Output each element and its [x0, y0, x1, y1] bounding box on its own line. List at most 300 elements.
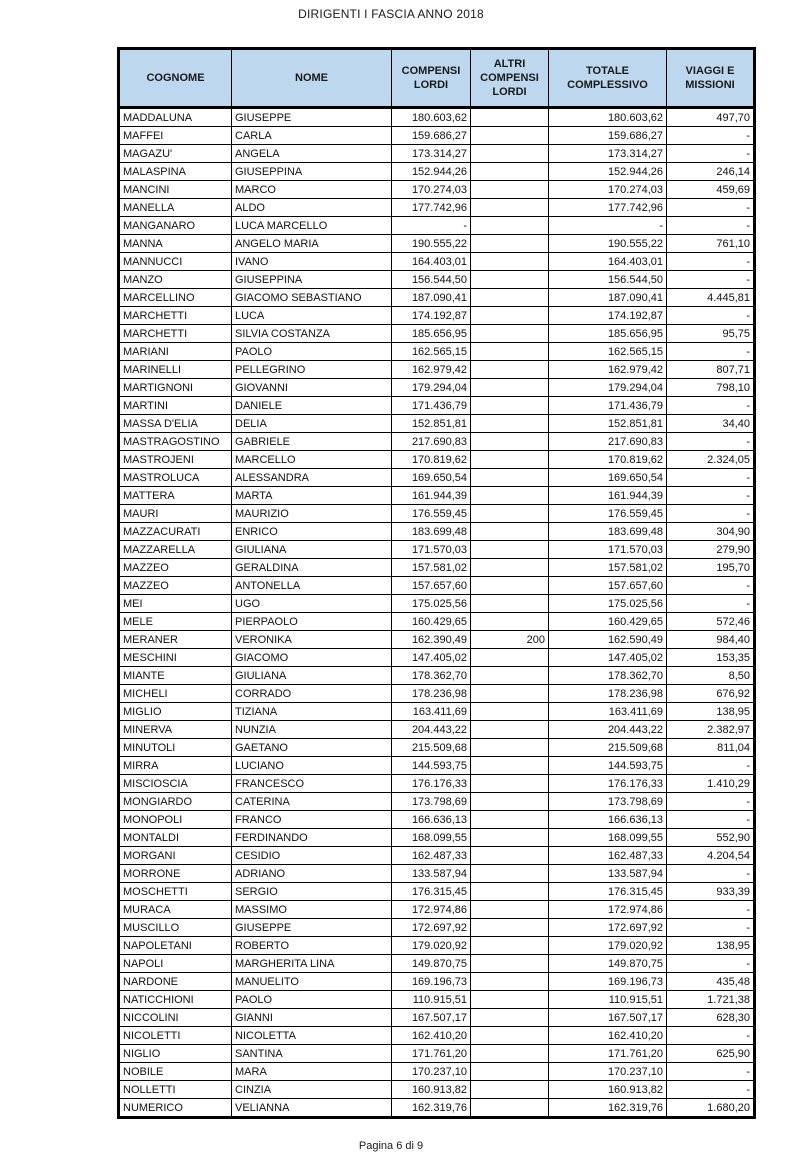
cell-altri-compensi-lordi	[471, 433, 549, 451]
cell-viaggi-e-missioni: 628,30	[667, 1009, 755, 1027]
cell-totale-complessivo: 171.436,79	[549, 397, 667, 415]
cell-altri-compensi-lordi	[471, 108, 549, 127]
cell-compensi-lordi: 171.761,20	[392, 1045, 471, 1063]
cell-viaggi-e-missioni: -	[667, 793, 755, 811]
cell-totale-complessivo: 190.555,22	[549, 235, 667, 253]
cell-viaggi-e-missioni: 2.324,05	[667, 451, 755, 469]
cell-nome: MASSIMO	[232, 901, 392, 919]
cell-compensi-lordi: 172.697,92	[392, 919, 471, 937]
cell-compensi-lordi: 162.390,49	[392, 631, 471, 649]
cell-compensi-lordi: 176.176,33	[392, 775, 471, 793]
cell-cognome: MASTRAGOSTINO	[119, 433, 232, 451]
cell-totale-complessivo: 173.798,69	[549, 793, 667, 811]
cell-totale-complessivo: 147.405,02	[549, 649, 667, 667]
cell-altri-compensi-lordi	[471, 343, 549, 361]
cell-nome: MARTA	[232, 487, 392, 505]
table-row	[119, 667, 755, 685]
cell-totale-complessivo: 179.294,04	[549, 379, 667, 397]
page-title: DIRIGENTI I FASCIA ANNO 2018	[298, 7, 484, 21]
cell-cognome: MANCINI	[119, 181, 232, 199]
cell-cognome: MASSA D'ELIA	[119, 415, 232, 433]
cell-cognome: NARDONE	[119, 973, 232, 991]
table-row	[119, 451, 755, 469]
cell-altri-compensi-lordi	[471, 901, 549, 919]
cell-cognome: NICCOLINI	[119, 1009, 232, 1027]
cell-compensi-lordi: 187.090,41	[392, 289, 471, 307]
cell-altri-compensi-lordi	[471, 379, 549, 397]
cell-cognome: MINERVA	[119, 721, 232, 739]
cell-altri-compensi-lordi	[471, 217, 549, 235]
cell-nome: ENRICO	[232, 523, 392, 541]
table-body	[119, 108, 755, 1118]
cell-cognome: MANGANARO	[119, 217, 232, 235]
cell-viaggi-e-missioni: 811,04	[667, 739, 755, 757]
table-row	[119, 1045, 755, 1063]
cell-viaggi-e-missioni: -	[667, 433, 755, 451]
cell-nome: CARLA	[232, 127, 392, 145]
table-row	[119, 649, 755, 667]
cell-cognome: MONGIARDO	[119, 793, 232, 811]
cell-viaggi-e-missioni: 4.204,54	[667, 847, 755, 865]
cell-viaggi-e-missioni: 2.382,97	[667, 721, 755, 739]
table-row	[119, 937, 755, 955]
cell-viaggi-e-missioni: -	[667, 811, 755, 829]
cell-compensi-lordi: 162.410,20	[392, 1027, 471, 1045]
table-row	[119, 163, 755, 181]
cell-totale-complessivo: 183.699,48	[549, 523, 667, 541]
cell-totale-complessivo: 178.236,98	[549, 685, 667, 703]
cell-compensi-lordi: 174.192,87	[392, 307, 471, 325]
cell-viaggi-e-missioni: 572,46	[667, 613, 755, 631]
cell-altri-compensi-lordi	[471, 847, 549, 865]
cell-nome: SERGIO	[232, 883, 392, 901]
cell-cognome: MALASPINA	[119, 163, 232, 181]
cell-compensi-lordi: 152.851,81	[392, 415, 471, 433]
cell-cognome: MONOPOLI	[119, 811, 232, 829]
cell-nome: DANIELE	[232, 397, 392, 415]
cell-nome: NICOLETTA	[232, 1027, 392, 1045]
table-row	[119, 793, 755, 811]
cell-compensi-lordi: 149.870,75	[392, 955, 471, 973]
cell-cognome: MAGAZU'	[119, 145, 232, 163]
cell-nome: SILVIA COSTANZA	[232, 325, 392, 343]
cell-altri-compensi-lordi	[471, 253, 549, 271]
cell-cognome: MERANER	[119, 631, 232, 649]
cell-compensi-lordi: 171.570,03	[392, 541, 471, 559]
cell-cognome: MIGLIO	[119, 703, 232, 721]
cell-totale-complessivo: 172.697,92	[549, 919, 667, 937]
table-row	[119, 289, 755, 307]
table-row	[119, 469, 755, 487]
table-row	[119, 685, 755, 703]
cell-nome: ALDO	[232, 199, 392, 217]
cell-altri-compensi-lordi	[471, 613, 549, 631]
cell-nome: FRANCO	[232, 811, 392, 829]
cell-compensi-lordi: 204.443,22	[392, 721, 471, 739]
cell-cognome: MAZZARELLA	[119, 541, 232, 559]
cell-totale-complessivo: 170.237,10	[549, 1063, 667, 1081]
cell-nome: LUCA	[232, 307, 392, 325]
cell-viaggi-e-missioni: -	[667, 271, 755, 289]
cell-totale-complessivo: 170.819,62	[549, 451, 667, 469]
cell-altri-compensi-lordi	[471, 595, 549, 613]
cell-cognome: NOLLETTI	[119, 1081, 232, 1099]
cell-viaggi-e-missioni: 304,90	[667, 523, 755, 541]
cell-compensi-lordi: 175.025,56	[392, 595, 471, 613]
cell-viaggi-e-missioni: 497,70	[667, 108, 755, 127]
cell-totale-complessivo: 160.429,65	[549, 613, 667, 631]
cell-viaggi-e-missioni: -	[667, 757, 755, 775]
cell-altri-compensi-lordi	[471, 307, 549, 325]
cell-altri-compensi-lordi	[471, 451, 549, 469]
cell-totale-complessivo: 177.742,96	[549, 199, 667, 217]
cell-nome: UGO	[232, 595, 392, 613]
table-row	[119, 559, 755, 577]
table-row	[119, 343, 755, 361]
cell-nome: MARGHERITA LINA	[232, 955, 392, 973]
cell-compensi-lordi: 173.314,27	[392, 145, 471, 163]
cell-cognome: MINUTOLI	[119, 739, 232, 757]
cell-totale-complessivo: 167.507,17	[549, 1009, 667, 1027]
cell-viaggi-e-missioni: 279,90	[667, 541, 755, 559]
cell-compensi-lordi: 177.742,96	[392, 199, 471, 217]
table-row	[119, 991, 755, 1009]
cell-altri-compensi-lordi	[471, 127, 549, 145]
table-row	[119, 613, 755, 631]
cell-totale-complessivo: 160.913,82	[549, 1081, 667, 1099]
cell-totale-complessivo: 152.851,81	[549, 415, 667, 433]
cell-totale-complessivo: 156.544,50	[549, 271, 667, 289]
cell-totale-complessivo: 133.587,94	[549, 865, 667, 883]
table-row	[119, 757, 755, 775]
cell-viaggi-e-missioni: -	[667, 487, 755, 505]
cell-cognome: MARINELLI	[119, 361, 232, 379]
cell-totale-complessivo: 149.870,75	[549, 955, 667, 973]
cell-compensi-lordi: 215.509,68	[392, 739, 471, 757]
cell-viaggi-e-missioni: 933,39	[667, 883, 755, 901]
cell-compensi-lordi: 144.593,75	[392, 757, 471, 775]
cell-altri-compensi-lordi	[471, 505, 549, 523]
cell-nome: CINZIA	[232, 1081, 392, 1099]
table-row	[119, 397, 755, 415]
cell-totale-complessivo: 178.362,70	[549, 667, 667, 685]
cell-compensi-lordi: 110.915,51	[392, 991, 471, 1009]
cell-totale-complessivo: 175.025,56	[549, 595, 667, 613]
cell-totale-complessivo: 144.593,75	[549, 757, 667, 775]
cell-cognome: MATTERA	[119, 487, 232, 505]
cell-viaggi-e-missioni: -	[667, 865, 755, 883]
cell-cognome: MIANTE	[119, 667, 232, 685]
cell-nome: MANUELITO	[232, 973, 392, 991]
column-header-nome: NOME	[232, 49, 392, 108]
cell-totale-complessivo: 166.636,13	[549, 811, 667, 829]
cell-altri-compensi-lordi	[471, 667, 549, 685]
cell-nome: ADRIANO	[232, 865, 392, 883]
cell-totale-complessivo: 157.581,02	[549, 559, 667, 577]
cell-nome: GIUSEPPE	[232, 919, 392, 937]
cell-nome: MARA	[232, 1063, 392, 1081]
cell-compensi-lordi: 170.274,03	[392, 181, 471, 199]
table-row	[119, 631, 755, 649]
table-row	[119, 901, 755, 919]
cell-compensi-lordi: 168.099,55	[392, 829, 471, 847]
cell-cognome: NOBILE	[119, 1063, 232, 1081]
cell-altri-compensi-lordi	[471, 361, 549, 379]
table-row	[119, 145, 755, 163]
cell-altri-compensi-lordi	[471, 541, 549, 559]
cell-compensi-lordi: 180.603,62	[392, 108, 471, 127]
cell-viaggi-e-missioni: 435,48	[667, 973, 755, 991]
cell-viaggi-e-missioni: -	[667, 343, 755, 361]
cell-viaggi-e-missioni: -	[667, 919, 755, 937]
cell-compensi-lordi: 156.544,50	[392, 271, 471, 289]
cell-compensi-lordi: 172.974,86	[392, 901, 471, 919]
cell-totale-complessivo: 162.410,20	[549, 1027, 667, 1045]
cell-compensi-lordi: 179.020,92	[392, 937, 471, 955]
cell-viaggi-e-missioni: 34,40	[667, 415, 755, 433]
cell-nome: GIACOMO	[232, 649, 392, 667]
table-row	[119, 523, 755, 541]
cell-compensi-lordi: 157.657,60	[392, 577, 471, 595]
cell-compensi-lordi: 170.819,62	[392, 451, 471, 469]
table-row	[119, 595, 755, 613]
cell-nome: ANGELA	[232, 145, 392, 163]
cell-cognome: MASTROJENI	[119, 451, 232, 469]
cell-altri-compensi-lordi	[471, 703, 549, 721]
table-row	[119, 865, 755, 883]
table-row	[119, 127, 755, 145]
cell-cognome: MAZZEO	[119, 559, 232, 577]
table-row	[119, 847, 755, 865]
cell-nome: FRANCESCO	[232, 775, 392, 793]
cell-cognome: MOSCHETTI	[119, 883, 232, 901]
cell-cognome: MARCELLINO	[119, 289, 232, 307]
cell-totale-complessivo: 161.944,39	[549, 487, 667, 505]
cell-altri-compensi-lordi	[471, 325, 549, 343]
cell-cognome: MONTALDI	[119, 829, 232, 847]
cell-altri-compensi-lordi	[471, 811, 549, 829]
cell-cognome: MANZO	[119, 271, 232, 289]
cell-compensi-lordi: 162.319,76	[392, 1099, 471, 1118]
cell-cognome: MORRONE	[119, 865, 232, 883]
table-row	[119, 1063, 755, 1081]
table-row	[119, 505, 755, 523]
table-row	[119, 253, 755, 271]
cell-totale-complessivo: 162.487,33	[549, 847, 667, 865]
table-header	[119, 49, 755, 108]
cell-viaggi-e-missioni: -	[667, 955, 755, 973]
cell-altri-compensi-lordi: 200	[471, 631, 549, 649]
cell-cognome: MORGANI	[119, 847, 232, 865]
cell-viaggi-e-missioni: -	[667, 901, 755, 919]
cell-cognome: NAPOLETANI	[119, 937, 232, 955]
cell-totale-complessivo: 169.650,54	[549, 469, 667, 487]
cell-cognome: NATICCHIONI	[119, 991, 232, 1009]
cell-altri-compensi-lordi	[471, 937, 549, 955]
cell-compensi-lordi: 160.913,82	[392, 1081, 471, 1099]
cell-nome: PAOLO	[232, 991, 392, 1009]
cell-altri-compensi-lordi	[471, 991, 549, 1009]
table-row	[119, 487, 755, 505]
cell-totale-complessivo: 217.690,83	[549, 433, 667, 451]
cell-nome: PAOLO	[232, 343, 392, 361]
table-row	[119, 973, 755, 991]
cell-altri-compensi-lordi	[471, 1099, 549, 1118]
cell-altri-compensi-lordi	[471, 721, 549, 739]
cell-totale-complessivo: -	[549, 217, 667, 235]
cell-altri-compensi-lordi	[471, 739, 549, 757]
cell-viaggi-e-missioni: -	[667, 595, 755, 613]
cell-nome: CORRADO	[232, 685, 392, 703]
cell-viaggi-e-missioni: -	[667, 253, 755, 271]
cell-cognome: MURACA	[119, 901, 232, 919]
cell-nome: DELIA	[232, 415, 392, 433]
cell-totale-complessivo: 159.686,27	[549, 127, 667, 145]
cell-altri-compensi-lordi	[471, 397, 549, 415]
cell-nome: CATERINA	[232, 793, 392, 811]
cell-totale-complessivo: 176.315,45	[549, 883, 667, 901]
cell-viaggi-e-missioni: 95,75	[667, 325, 755, 343]
cell-nome: GERALDINA	[232, 559, 392, 577]
table-row	[119, 1099, 755, 1118]
table-row	[119, 108, 755, 127]
cell-nome: IVANO	[232, 253, 392, 271]
cell-viaggi-e-missioni: 4.445,81	[667, 289, 755, 307]
table-row	[119, 955, 755, 973]
cell-nome: GIUSEPPE	[232, 108, 392, 127]
cell-compensi-lordi: 162.565,15	[392, 343, 471, 361]
cell-totale-complessivo: 162.319,76	[549, 1099, 667, 1118]
cell-altri-compensi-lordi	[471, 919, 549, 937]
column-header-compensi-lordi: COMPENSI LORDI	[392, 49, 471, 108]
table-row	[119, 379, 755, 397]
table-header-row	[119, 49, 755, 108]
cell-nome: TIZIANA	[232, 703, 392, 721]
table-row	[119, 1081, 755, 1099]
cell-viaggi-e-missioni: 798,10	[667, 379, 755, 397]
cell-totale-complessivo: 171.570,03	[549, 541, 667, 559]
cell-nome: FERDINANDO	[232, 829, 392, 847]
cell-viaggi-e-missioni: -	[667, 577, 755, 595]
cell-totale-complessivo: 168.099,55	[549, 829, 667, 847]
cell-altri-compensi-lordi	[471, 973, 549, 991]
table-row	[119, 217, 755, 235]
cell-cognome: MESCHINI	[119, 649, 232, 667]
cell-cognome: MANNA	[119, 235, 232, 253]
cell-totale-complessivo: 173.314,27	[549, 145, 667, 163]
table-row	[119, 235, 755, 253]
cell-compensi-lordi: 176.559,45	[392, 505, 471, 523]
cell-altri-compensi-lordi	[471, 181, 549, 199]
cell-cognome: MELE	[119, 613, 232, 631]
cell-nome: GIULIANA	[232, 541, 392, 559]
cell-altri-compensi-lordi	[471, 883, 549, 901]
cell-altri-compensi-lordi	[471, 163, 549, 181]
cell-totale-complessivo: 162.565,15	[549, 343, 667, 361]
cell-viaggi-e-missioni: 984,40	[667, 631, 755, 649]
salary-table	[117, 47, 756, 1119]
cell-altri-compensi-lordi	[471, 415, 549, 433]
cell-compensi-lordi: 173.798,69	[392, 793, 471, 811]
cell-altri-compensi-lordi	[471, 559, 549, 577]
column-header-viaggi-e-missioni: VIAGGI E MISSIONI	[667, 49, 755, 108]
cell-altri-compensi-lordi	[471, 649, 549, 667]
cell-viaggi-e-missioni: 138,95	[667, 703, 755, 721]
table-row	[119, 811, 755, 829]
cell-altri-compensi-lordi	[471, 487, 549, 505]
cell-cognome: MARIANI	[119, 343, 232, 361]
cell-viaggi-e-missioni: 8,50	[667, 667, 755, 685]
cell-totale-complessivo: 172.974,86	[549, 901, 667, 919]
table-row	[119, 271, 755, 289]
cell-viaggi-e-missioni: -	[667, 307, 755, 325]
cell-viaggi-e-missioni: -	[667, 397, 755, 415]
table-row	[119, 883, 755, 901]
cell-compensi-lordi: 161.944,39	[392, 487, 471, 505]
table-row	[119, 433, 755, 451]
table-row	[119, 829, 755, 847]
cell-altri-compensi-lordi	[471, 793, 549, 811]
cell-totale-complessivo: 170.274,03	[549, 181, 667, 199]
table-row	[119, 721, 755, 739]
cell-nome: VERONIKA	[232, 631, 392, 649]
cell-cognome: NICOLETTI	[119, 1027, 232, 1045]
cell-viaggi-e-missioni: 1.680,20	[667, 1099, 755, 1118]
cell-totale-complessivo: 169.196,73	[549, 973, 667, 991]
cell-altri-compensi-lordi	[471, 1027, 549, 1045]
cell-nome: ANGELO MARIA	[232, 235, 392, 253]
cell-cognome: MANELLA	[119, 199, 232, 217]
cell-altri-compensi-lordi	[471, 955, 549, 973]
cell-cognome: NIGLIO	[119, 1045, 232, 1063]
cell-viaggi-e-missioni: 153,35	[667, 649, 755, 667]
cell-compensi-lordi: 167.507,17	[392, 1009, 471, 1027]
cell-altri-compensi-lordi	[471, 685, 549, 703]
cell-nome: PIERPAOLO	[232, 613, 392, 631]
cell-nome: ROBERTO	[232, 937, 392, 955]
cell-viaggi-e-missioni: 807,71	[667, 361, 755, 379]
cell-cognome: MEI	[119, 595, 232, 613]
cell-cognome: MARTINI	[119, 397, 232, 415]
cell-cognome: NAPOLI	[119, 955, 232, 973]
column-header-cognome: COGNOME	[119, 49, 232, 108]
cell-nome: GIULIANA	[232, 667, 392, 685]
cell-viaggi-e-missioni: 761,10	[667, 235, 755, 253]
cell-compensi-lordi: 176.315,45	[392, 883, 471, 901]
cell-viaggi-e-missioni: 1.721,38	[667, 991, 755, 1009]
cell-totale-complessivo: 171.761,20	[549, 1045, 667, 1063]
table-row	[119, 541, 755, 559]
cell-totale-complessivo: 162.979,42	[549, 361, 667, 379]
cell-nome: GIUSEPPINA	[232, 163, 392, 181]
cell-compensi-lordi: 160.429,65	[392, 613, 471, 631]
cell-viaggi-e-missioni: 459,69	[667, 181, 755, 199]
cell-compensi-lordi: 179.294,04	[392, 379, 471, 397]
cell-nome: GIUSEPPINA	[232, 271, 392, 289]
table-row	[119, 199, 755, 217]
cell-cognome: MAURI	[119, 505, 232, 523]
cell-viaggi-e-missioni: -	[667, 217, 755, 235]
cell-altri-compensi-lordi	[471, 775, 549, 793]
cell-viaggi-e-missioni: -	[667, 127, 755, 145]
cell-nome: VELIANNA	[232, 1099, 392, 1118]
cell-totale-complessivo: 179.020,92	[549, 937, 667, 955]
table-row	[119, 415, 755, 433]
cell-compensi-lordi: 178.362,70	[392, 667, 471, 685]
cell-altri-compensi-lordi	[471, 1081, 549, 1099]
cell-compensi-lordi: 152.944,26	[392, 163, 471, 181]
cell-nome: PELLEGRINO	[232, 361, 392, 379]
